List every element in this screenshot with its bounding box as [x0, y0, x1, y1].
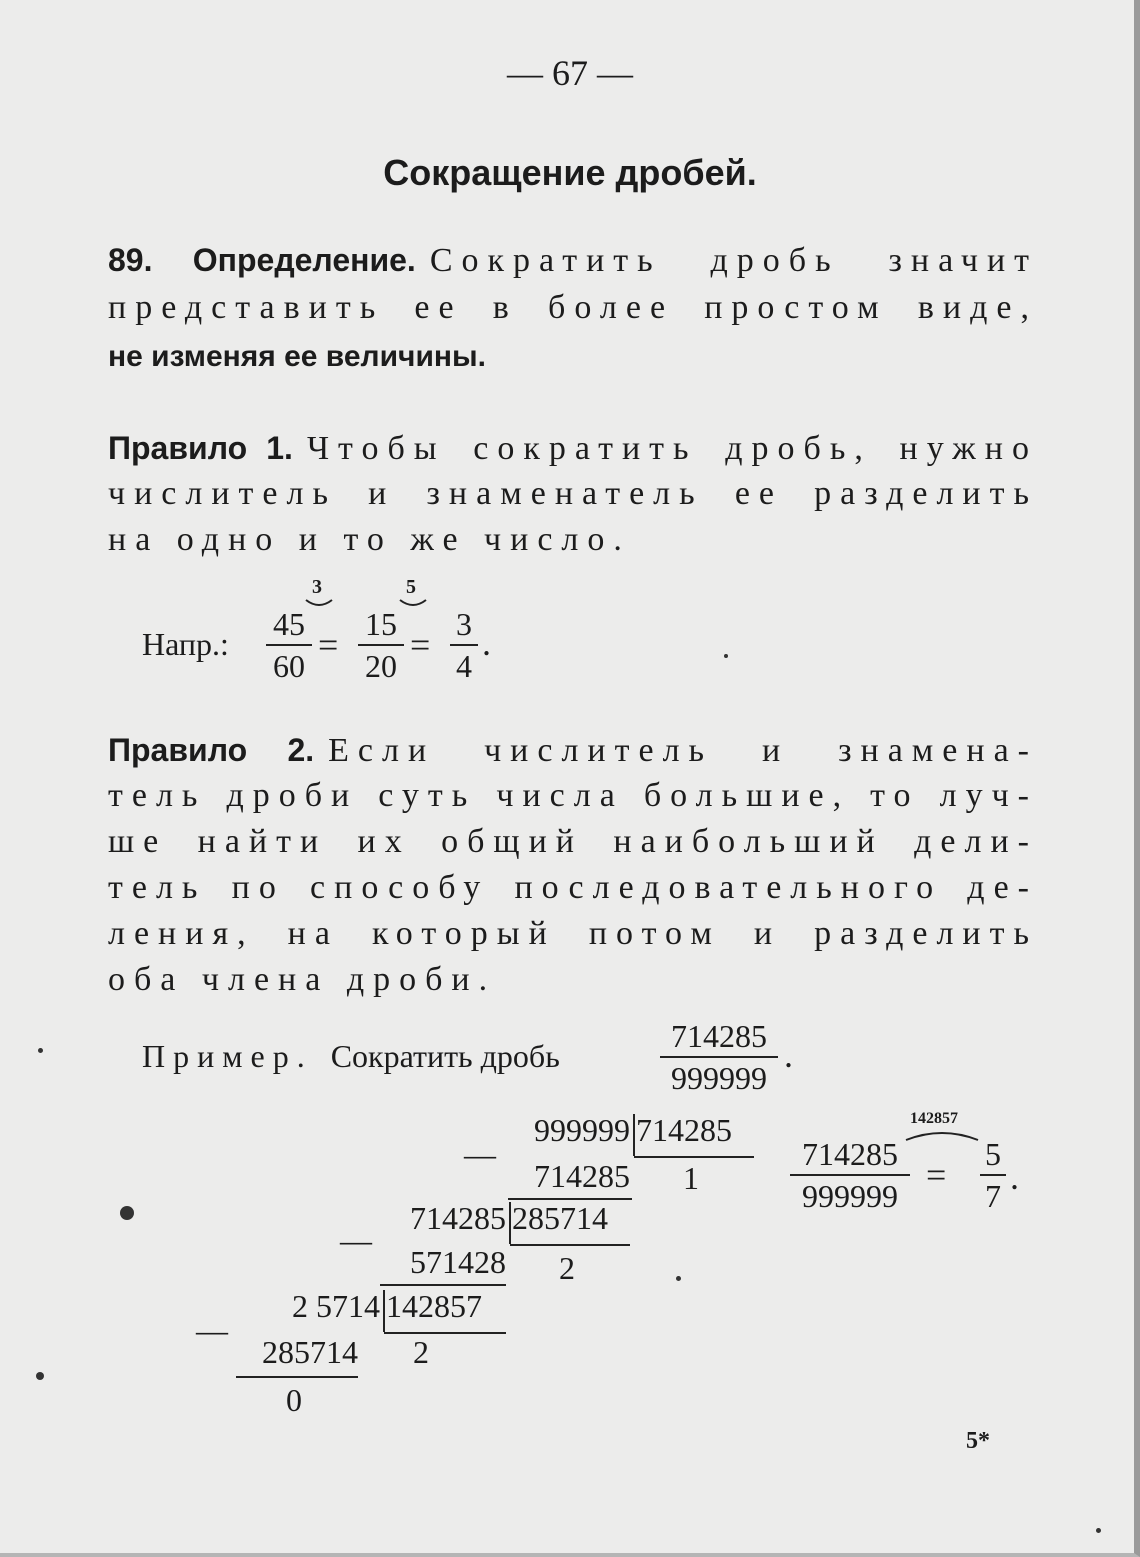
minus-sign: — — [464, 1136, 496, 1172]
fraction-3-4 — [450, 606, 478, 684]
section-title: Сокращение дробей. — [383, 152, 757, 193]
division-bar — [383, 1290, 385, 1332]
reduce-by-5: 5 — [406, 576, 416, 598]
rule2-line-3: ше найти их общий наибольший дели- — [108, 823, 1038, 860]
step3-quotient: 2 — [413, 1334, 429, 1370]
denominator: 999999 — [671, 1060, 767, 1096]
numerator: 714285 — [671, 1018, 767, 1054]
numerator: 45 — [273, 606, 305, 642]
result-fraction-left — [790, 1136, 910, 1214]
division-bar — [633, 1114, 635, 1156]
result-fraction-right — [980, 1136, 1006, 1214]
denominator: 4 — [456, 648, 472, 684]
definition-heading: 89. Определение. — [108, 242, 416, 278]
print-speck — [724, 654, 728, 658]
example2-label-text: Сократить дробь — [330, 1038, 560, 1074]
result-reduce-by: 142857 — [910, 1110, 958, 1127]
equals-sign: = — [318, 625, 339, 665]
fraction-bar — [790, 1174, 910, 1176]
page-number: — 67 — — [507, 53, 633, 93]
equals-sign: = — [410, 625, 431, 665]
denominator: 7 — [985, 1178, 1001, 1214]
step1-quotient: 1 — [683, 1160, 699, 1196]
period: . — [482, 623, 491, 663]
division-underline — [634, 1156, 754, 1158]
rule1-line-2: числитель и знаменатель ее разделить — [108, 475, 1038, 512]
fraction-45-60 — [266, 606, 312, 684]
fraction-15-20 — [358, 606, 404, 684]
rule2-line-4: тель по способу последовательного де- — [108, 869, 1038, 906]
rule2-line-1 — [108, 728, 1038, 772]
step3-subtract: 285714 — [262, 1334, 358, 1370]
period: . — [1010, 1157, 1019, 1197]
definition-text-1: Сократить дробь значит — [429, 242, 1038, 279]
fraction-bar — [450, 644, 478, 646]
step1-subtract: 714285 — [534, 1158, 630, 1194]
numerator: 15 — [365, 606, 397, 642]
denominator: 999999 — [802, 1178, 898, 1214]
rule2-heading: Правило 2. — [108, 732, 315, 768]
rule2-line-5: ления, на который потом и разделить — [108, 915, 1038, 952]
equals-sign: = — [926, 1155, 947, 1195]
denominator: 60 — [273, 648, 305, 684]
division-bar — [509, 1202, 511, 1244]
reduce-by-3: 3 — [312, 576, 322, 598]
minus-sign: — — [340, 1222, 372, 1258]
subtraction-line — [380, 1284, 506, 1286]
minus-sign: — — [196, 1312, 228, 1348]
rule1-text-1: Чтобы сократить дробь, нужно — [306, 430, 1038, 467]
example2-label — [142, 1038, 560, 1075]
denominator: 20 — [365, 648, 397, 684]
step2-divisor: 285714 — [512, 1200, 608, 1236]
fraction-bar — [980, 1174, 1006, 1176]
numerator: 714285 — [802, 1136, 898, 1172]
step3-dividend: 2 5714 — [292, 1288, 380, 1324]
reduce-brace-icon — [904, 1128, 980, 1144]
rule1-line-3: на одно и то же число. — [108, 521, 631, 558]
step2-subtract: 571428 — [410, 1244, 506, 1280]
definition-line-2: представить ее в более простом виде, — [108, 289, 1038, 326]
signature-mark: 5* — [966, 1428, 990, 1454]
definition-line-1 — [108, 238, 1038, 282]
definition-line-3 — [108, 334, 1038, 378]
step1-dividend: 999999 — [534, 1112, 630, 1148]
rule2-line-6: оба члена дроби. — [108, 961, 497, 998]
fraction-bar — [358, 644, 404, 646]
print-speck — [36, 1372, 44, 1380]
rule2-line-2: тель дроби суть числа большие, то луч- — [108, 777, 1038, 814]
numerator: 3 — [456, 606, 472, 642]
example1-label: Напр.: — [142, 626, 229, 662]
example2-label-spaced: Пример. — [142, 1038, 313, 1074]
fraction-bar — [266, 644, 312, 646]
rule1-line-1 — [108, 426, 1038, 470]
remainder: 0 — [286, 1382, 302, 1418]
period: . — [784, 1035, 793, 1075]
fraction-bar — [660, 1056, 778, 1058]
division-underline — [510, 1244, 630, 1246]
step2-dividend: 714285 — [410, 1200, 506, 1236]
definition-bold-text: не изменяя ее величины. — [108, 340, 486, 373]
rule1-heading: Правило 1. — [108, 430, 293, 466]
print-speck — [676, 1276, 681, 1281]
rule2-text-1: Если числитель и знамена- — [328, 732, 1039, 769]
step3-divisor: 142857 — [386, 1288, 482, 1324]
print-speck — [1096, 1528, 1101, 1533]
fraction-714285-999999 — [660, 1018, 778, 1096]
print-speck — [120, 1206, 134, 1220]
print-speck — [38, 1048, 43, 1053]
subtraction-line — [236, 1376, 358, 1378]
step2-quotient: 2 — [559, 1250, 575, 1286]
step1-divisor: 714285 — [636, 1112, 732, 1148]
numerator: 5 — [985, 1136, 1001, 1172]
